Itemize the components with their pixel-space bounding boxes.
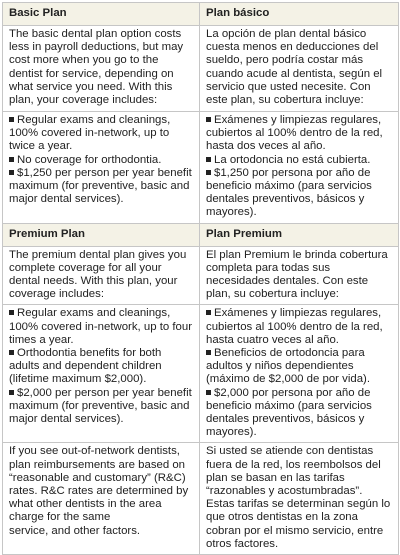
list-item [9, 347, 194, 387]
bullet-text: Exámenes y limpiezas regulares, cubiertos al 100% dentro de la red, hasta dos veces al año. [206, 114, 383, 153]
list-item [206, 154, 393, 167]
bullet-text: $1,250 por persona por año de beneficio máximo (para servicios dentales preventivos, básicos y mayores). [206, 166, 372, 219]
premium-plan-coverage-en [3, 305, 200, 443]
bullet-text: Orthodontia benefits for both adults and dependent children (lifetime maximum $2,000). [9, 347, 162, 386]
square-bullet-icon [206, 117, 211, 122]
list-item [9, 387, 194, 427]
bullet-text: Exámenes y limpiezas regulares, cubiertos al 100% dentro de la red, hasta cuatro veces al año. [206, 307, 383, 346]
list-item [206, 307, 393, 347]
list-item [206, 347, 393, 387]
bullet-text: Regular exams and cleanings, 100% covered in-network, up to four times a year. [9, 307, 192, 346]
square-bullet-icon [206, 390, 211, 395]
bullet-text: Regular exams and cleanings, 100% covered in-network, up to twice a year. [9, 114, 171, 153]
bullet-text: $1,250 per person per year benefit maximum (for preventive, basic and major dental services). [9, 166, 192, 206]
square-bullet-icon [9, 350, 14, 355]
premium-plan-intro-es: El plan Premium le brinda cobertura completa para todas sus necesidades dentales. Con este plan, su cobertura incluye: [200, 246, 399, 305]
list-item [9, 307, 194, 347]
premium-plan-coverage-row [3, 305, 399, 443]
list-item [206, 167, 393, 220]
bullet-text: Beneficios de ortodoncia para adultos y niños dependientes (máximo de $2,000 de por vida). [206, 347, 370, 386]
premium-plan-heading-es: Plan Premium [200, 223, 399, 246]
list-item [206, 114, 393, 154]
square-bullet-icon [9, 170, 14, 175]
out-of-network-note-en [3, 443, 200, 555]
out-of-network-row [3, 443, 399, 555]
bullet-text: No coverage for orthodontia. [17, 153, 162, 166]
dental-plan-comparison-table [2, 2, 399, 555]
premium-plan-heading-en: Premium Plan [3, 223, 200, 246]
square-bullet-icon [9, 310, 14, 315]
square-bullet-icon [206, 310, 211, 315]
bullet-text: La ortodoncia no está cubierta. [214, 153, 371, 166]
list-item [206, 387, 393, 440]
premium-plan-header-row [3, 223, 399, 246]
basic-plan-intro-row [3, 26, 399, 112]
square-bullet-icon [206, 350, 211, 355]
bullet-text: $2,000 per person per year benefit maximum (for preventive, basic and major dental services). [9, 386, 192, 426]
out-of-network-note-es: Si usted se atiende con dentistas fuera de la red, los reembolsos del plan se basan en las tarifas “razonables y acostumbradas”. Estas tarifas se determinan según lo que otros dentistas en la zona cobran por el mismo servicio, entre otros factores. [200, 443, 399, 555]
square-bullet-icon [9, 390, 14, 395]
list-item [9, 114, 194, 154]
list-item [9, 154, 194, 167]
premium-plan-coverage-es [200, 305, 399, 443]
basic-plan-heading-es: Plan básico [200, 3, 399, 26]
square-bullet-icon [9, 117, 14, 122]
basic-plan-coverage-row [3, 112, 399, 224]
square-bullet-icon [206, 157, 211, 162]
list-item [9, 167, 194, 207]
basic-plan-intro-en: The basic dental plan option costs less in payroll deductions, but may cost more when you go to the dentist for service, depending on what service you need. With this plan, your coverage includes: [3, 26, 200, 112]
note-text: If you see out-of-network dentists, plan reimbursements are based on “reasonable and customary” (R&C) rates. R&C rates are determined by what other dentists in the area charge for the same [9, 445, 189, 524]
premium-plan-intro-row [3, 246, 399, 305]
square-bullet-icon [206, 170, 211, 175]
bullet-text: $2,000 por persona por año de beneficio máximo (para servicios dentales preventivos, básicos y mayores). [206, 386, 372, 439]
basic-plan-coverage-es [200, 112, 399, 224]
basic-plan-header-row [3, 3, 399, 26]
square-bullet-icon [9, 157, 14, 162]
note-text-continued: service, and other factors. [9, 524, 141, 537]
premium-plan-intro-en: The premium dental plan gives you complete coverage for all your dental needs. With this plan, your coverage includes: [3, 246, 200, 305]
basic-plan-heading-en: Basic Plan [3, 3, 200, 26]
basic-plan-intro-es: La opción de plan dental básico cuesta menos en deducciones del sueldo, pero podría costar más cuando acude al dentista, según el servicio que usted necesite. Con este plan, su cobertura incluye: [200, 26, 399, 112]
basic-plan-coverage-en [3, 112, 200, 224]
